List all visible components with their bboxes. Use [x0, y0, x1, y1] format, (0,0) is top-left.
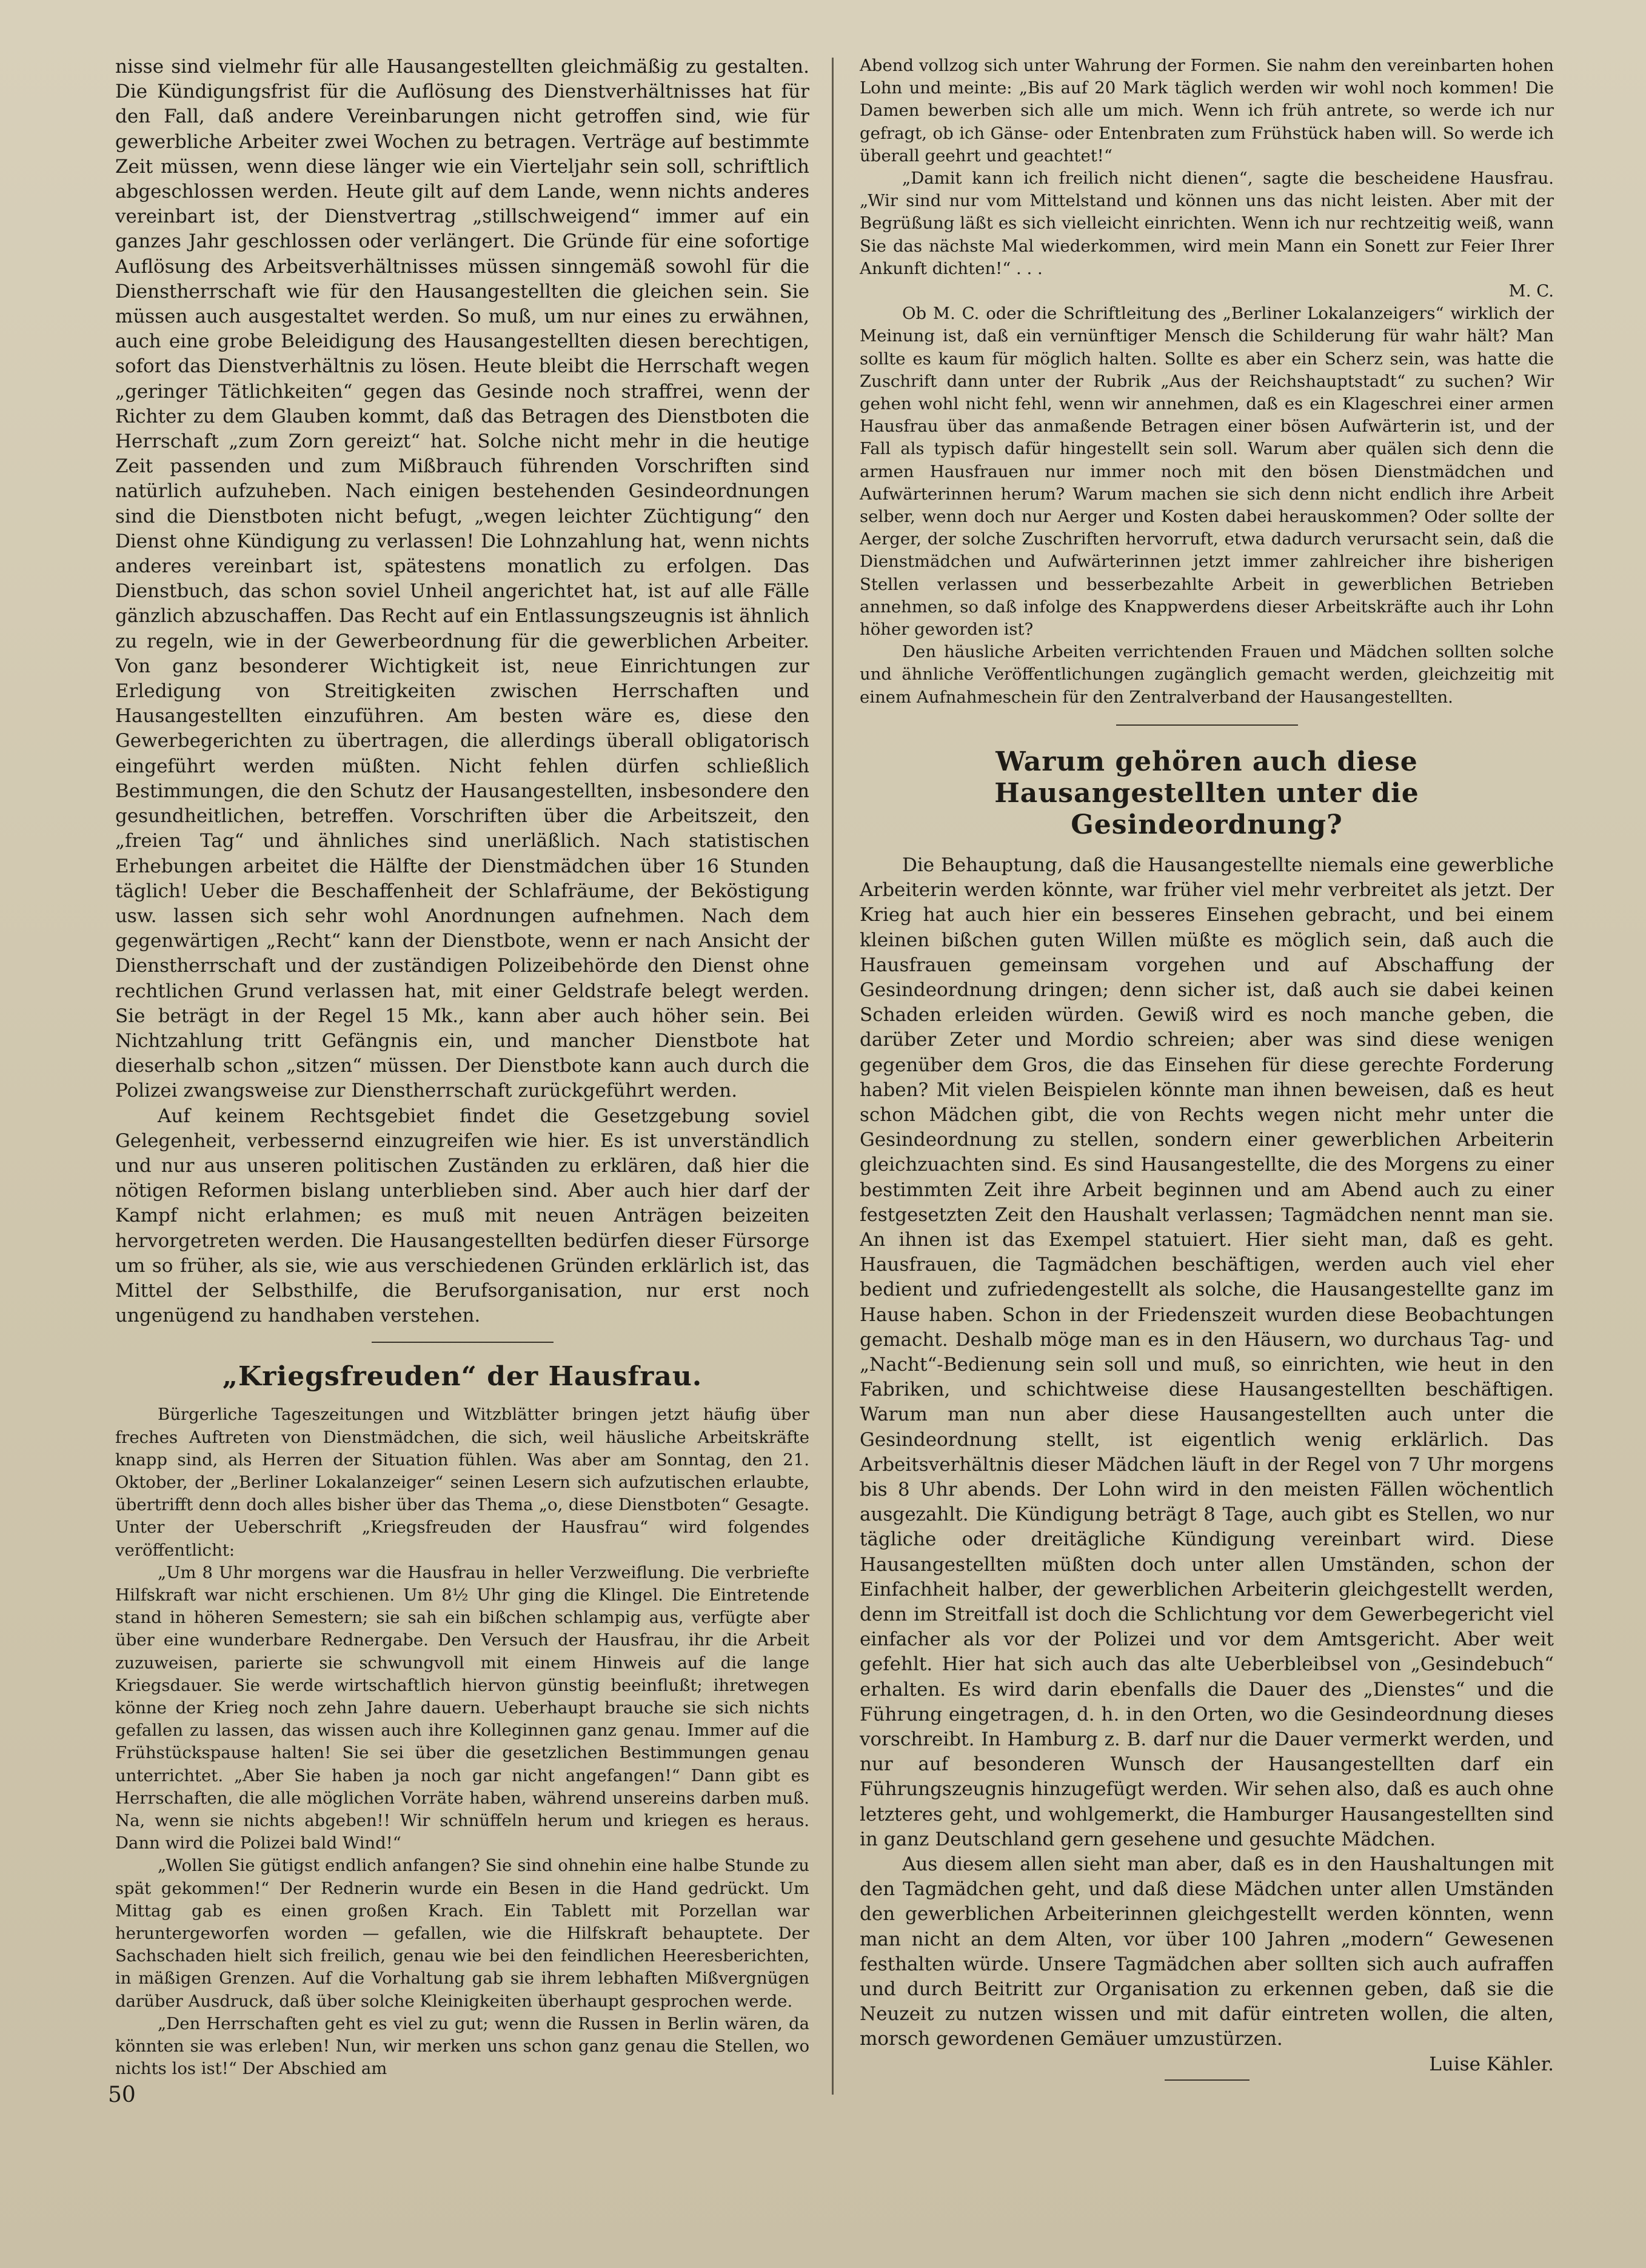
section-divider [372, 1342, 554, 1343]
column-divider [832, 58, 834, 2095]
paragraph-tagmaedchen-1: Die Behauptung, daß die Hausangestellte niemals eine gewerbliche Arbeiterin werden könnte, war früher viel mehr verbreitet als jetzt. Der Krieg hat auch hier ein besseres Einsehen gebracht, und bei einem kleinen bißchen guten Willen müßte es möglich sein, daß auch die Hausfrauen gemeinsam vorgehen und auf Abschaffung der Gesindeordnung dringen; denn sicher ist, daß auch sie dabei keinen Schaden erleiden würden. Gewiß wird es noch manche geben, die darüber Zeter und Mordio schreien; aber was sind diese wenigen gegenüber dem Gros, die das Einsehen für diese gerechte Forderung haben? Mit vielen Beispielen könnte man ihnen beweisen, daß es heut schon Mädchen gibt, die von Rechts wegen nicht mehr unter die Gesindeordnung zu stellen, sondern einer gewerblichen Arbeiterin gleichzuachten sind. Es sind Hausangestellte, die des Morgens zu einer bestimmten Zeit ihre Arbeit beginnen und am Abend auch zu einer festgesetzten Zeit den Haushalt verlassen; Tagmädchen nennt man sie. An ihnen ist das Exempel statuiert. Hier sieht man, daß es geht. Hausfrauen, die Tagmädchen beschäftigen, werden auch viel eher bedient und zufriedengestellt als solche, die Hausangestellte ganz im Hause haben. Schon in der Friedenszeit wurden diese Beobachtungen gemacht. Deshalb möge man es in den Häusern, wo durchaus Tag- und „Nacht“-Bedienung sein soll und muß, so einrichten, wie heut in den Fabriken, und schichtweise diese Hausangestellten beschäftigen. Warum man nun aber diese Hausangestellten auch unter die Gesindeordnung stellt, ist eigentlich wenig erklärlich. Das Arbeitsverhältnis dieser Mädchen läuft in der Regel von 7 Uhr morgens bis 8 Uhr abends. Der Lohn wird in den meisten Fällen wöchentlich ausgezahlt. Die Kündigung beträgt 8 Tage, auch gibt es Stellen, wo nur tägliche oder dreitägliche Kündigung vereinbart wird. Diese Hausangestellten müßten doch unter allen Umständen, schon der Einfachheit halber, der gewerblichen Arbeiterin gleichgestellt werden, denn im Streitfall ist doch die Schlichtung vor dem Gewerbegericht viel einfacher als vor der Polizei und vor dem Amtsgericht. Aber weit gefehlt. Hier hat sich auch das alte Ueberbleibsel von „Gesindebuch“ erhalten. Es wird darin ebenfalls die Dauer des „Dienstes“ und die Führung eingetragen, d. h. in den Orten, wo die Gesindeordnung dieses vorschreibt. In Hamburg z. B. darf nur die Dauer vermerkt werden, und nur auf besonderen Wunsch der Hausangestellten darf ein Führungszeugnis hinzugefügt werden. Wir sehen also, daß es auch ohne letzteres geht, und wohlgemerkt, die Hamburger Hausangestellten sind in ganz Deutschland gern gesehene und gesuchte Mädchen. [860, 854, 1554, 1850]
paragraph-lokalanzeiger-kritik: Ob M. C. oder die Schriftleitung des „Berliner Lokalanzeigers“ wirklich der Meinung ist, daß ein vernünftiger Mensch die Schilderung für wahr hält? Man sollte es kaum für möglich halten. Sollte es aber ein Scherz sein, was hatte die Zuschrift dann unter der Rubrik „Aus der Reichshauptstadt“ zu suchen? Wir gehen wohl nicht fehl, wenn wir annehmen, daß es ein Klageschrei einer armen Hausfrau über das anmaßende Betragen einer bösen Aufwärterin ist, und der Fall als typisch dafür hingestellt sein soll. Warum aber quälen sich denn die armen Hausfrauen nur immer noch mit den bösen Dienstmädchen und Aufwärterinnen herum? Warum machen sie sich denn nicht endlich ihre Arbeit selber, wenn doch nur Aerger und Kosten dabei herauskommen? Oder sollte der Aerger, der solche Zuschriften hervorruft, etwa dadurch verursacht sein, daß die Dienstmädchen und Aufwärterinnen jetzt immer zahlreicher ihre bisherigen Stellen verlassen und besserbezahlte Arbeit in gewerblichen Betrieben annehmen, so daß infolge des Knappwerdens dieser Arbeitskräfte auch ihr Lohn höher geworden ist? [860, 304, 1554, 640]
page-number: 50 [108, 2082, 136, 2107]
heading-tagmaedchen: Warum gehören auch diese Hausangestellten unter die Gesindeordnung? [994, 746, 1419, 840]
paragraph-aufnahmeschein: Den häusliche Arbeiten verrichtenden Frauen und Mädchen sollten solche und ähnliche Veröffentlichungen zugänglich gemacht werden, gleichzeitig mit einem Aufnahmeschein für den Zentralverband der Hausangestellten. [860, 642, 1554, 707]
paragraph-gesetzgebung: Auf keinem Rechtsgebiet findet die Gesetzgebung soviel Gelegenheit, verbessernd einzugreifen wie hier. Es ist unverständlich und nur aus unseren politischen Zuständen zu erklären, daß hier die nötigen Reformen bislang unterblieben sind. Aber auch hier darf der Kampf nicht erlahmen; es muß mit neuen Anträgen beizeiten hervorgetreten werden. Die Hausangestellten bedürfen dieser Fürsorge um so früher, als sie, wie aus verschiedenen Gründen erklärlich ist, das Mittel der Selbsthilfe, die Berufsorganisation, nur erst noch ungenügend zu handhaben verstehen. [115, 1105, 809, 1327]
paragraph-abschied: Abend vollzog sich unter Wahrung der Formen. Sie nahm den vereinbarten hohen Lohn und meinte: „Bis auf 20 Mark täglich werden wir wohl noch kommen! Die Damen bewerben sich alle um mich. Wenn ich früh antrete, so werde ich nur gefragt, ob ich Gänse- oder Entenbraten zum Frühstück haben will. So werde ich überall geehrt und geachtet!“ [860, 56, 1554, 166]
paragraph-hausfrau-antwort: „Damit kann ich freilich nicht dienen“, sagte die bescheidene Hausfrau. „Wir sind nur vom Mittelstand und können uns das nicht leisten. Aber mit der Begrüßung läßt es sich vielleicht einrichten. Wenn ich nur rechtzeitig weiß, wann Sie das nächste Mal wiederkommen, wird mein Mann ein Sonett zur Feier Ihrer Ankunft dichten!“ . . . [860, 169, 1554, 278]
heading-kriegsfreuden: „Kriegsfreuden“ der Hausfrau. [222, 1361, 703, 1393]
left-column [115, 55, 809, 2080]
signature-mc: M. C. [1508, 281, 1554, 301]
paragraph-gesindeordnung-reform: nisse sind vielmehr für alle Hausangestellten gleichmäßig zu gestalten. Die Kündigungsfrist für die Auflösung des Dienstverhältnisses hat für den Fall, daß andere Vereinbarungen nicht getroffen sind, wie für gewerbliche Arbeiter zwei Wochen zu betragen. Verträge auf bestimmte Zeit müssen, wenn diese länger wie ein Vierteljahr sein soll, schriftlich abgeschlossen werden. Heute gilt auf dem Lande, wenn nichts anderes vereinbart ist, der Dienstvertrag „stillschweigend“ immer auf ein ganzes Jahr geschlossen oder verlängert. Die Gründe für eine sofortige Auflösung des Arbeitsverhältnisses müssen sinngemäß sowohl für die Dienstherrschaft wie für den Hausangestellten die gleichen sein. Sie müssen auch ausgestaltet werden. So muß, um nur eines zu erwähnen, auch eine grobe Beleidigung des Hausangestellten diesen berechtigen, sofort das Dienstverhältnis zu lösen. Heute bleibt die Herrschaft wegen „geringer Tätlichkeiten“ gegen das Gesinde noch straffrei, wenn der Richter zu dem Glauben kommt, daß das Betragen des Dienstboten die Herrschaft „zum Zorn gereizt“ hat. Solche nicht mehr in die heutige Zeit passenden und zum Mißbrauch führenden Vorschriften sind natürlich aufzuheben. Nach einigen bestehenden Gesindeordnungen sind die Dienstboten nicht befugt, „wegen leichter Züchtigung“ den Dienst ohne Kündigung zu verlassen! Die Lohnzahlung hat, wenn nichts anderes vereinbart ist, spätestens monatlich zu erfolgen. Das Dienstbuch, das schon soviel Unheil angerichtet hat, ist auf alle Fälle gänzlich abzuschaffen. Das Recht auf ein Entlassungszeugnis ist ähnlich zu regeln, wie in der Gewerbeordnung für die gewerblichen Arbeiter. Von ganz besonderer Wichtigkeit ist, neue Einrichtungen zur Erledigung von Streitigkeiten zwischen Herrschaften und Hausangestellten einzuführen. Am besten wäre es, diese den Gewerbegerichten zu übertragen, die allerdings überall obligatorisch eingeführt werden müßten. Nicht fehlen dürfen schließlich Bestimmungen, die den Schutz der Hausangestellten, insbesondere den gesundheitlichen, betreffen. Vorschriften über die Arbeitszeit, den „freien Tag“ und ähnliches sind unerläßlich. Nach statistischen Erhebungen arbeitet die Hälfte der Dienstmädchen über 16 Stunden täglich! Ueber die Beschaffenheit der Schlafräume, der Beköstigung usw. lassen sich sehr wohl Anordnungen aufnehmen. Nach dem gegenwärtigen „Recht“ kann der Dienstbote, wenn er nach Ansicht der Dienstherrschaft und der zuständigen Polizeibehörde den Dienst ohne rechtlichen Grund verlassen hat, mit einer Geldstrafe belegt werden. Sie beträgt in der Regel 15 Mk., kann aber auch höher sein. Bei Nichtzahlung tritt Gefängnis ein, und mancher Dienstbote hat dieserhalb schon „sitzen“ müssen. Der Dienstbote kann auch durch die Polizei zwangsweise zur Dienstherrschaft zurückgeführt werden. [115, 56, 809, 1102]
paragraph-kriegsfreuden-quote-1: „Um 8 Uhr morgens war die Hausfrau in heller Verzweiflung. Die verbriefte Hilfskraft war nicht erschienen. Um 8½ Uhr ging die Klingel. Die Eintretende stand in höheren Semestern; sie sah ein bißchen schlampig aus, verfügte aber über eine wunderbare Rednergabe. Den Versuch der Hausfrau, ihr die Arbeit zuzuweisen, parierte sie schwungvoll mit einem Hinweis auf die lange Kriegsdauer. Sie werde wirtschaftlich hiervon günstig beeinflußt; ihretwegen könne der Krieg noch zehn Jahre dauern. Ueberhaupt brauche sie sich nichts gefallen zu lassen, das wissen auch ihre Kolleginnen ganz genau. Immer auf die Frühstückspause halten! Sie sei über die gesetzlichen Bestimmungen genau unterrichtet. „Aber Sie haben ja noch gar nicht angefangen!“ Dann gibt es Herrschaften, die alle möglichen Vorräte haben, während unsereins darben muß. Na, wenn sie nichts abgeben!! Wir schnüffeln herum und kriegen es heraus. Dann wird die Polizei bald Wind!“ [115, 1562, 809, 1853]
signature-luise-kaehler: Luise Kähler. [1429, 2053, 1554, 2075]
paragraph-kriegsfreuden-quote-2: „Wollen Sie gütigst endlich anfangen? Sie sind ohnehin eine halbe Stunde zu spät gekommen!“ Der Rednerin wurde ein Besen in die Hand gedrückt. Um Mittag gab es einen großen Krach. Ein Tablett mit Porzellan war heruntergeworfen worden — gefallen, wie die Hilfskraft behauptete. Der Sachschaden hielt sich freilich, genau wie bei den feindlichen Heeresberichten, in mäßigen Grenzen. Auf die Vorhaltung gab sie ihrem lebhaften Mißvergnügen darüber Ausdruck, daß über solche Kleinigkeiten überhaupt gesprochen werde. [115, 1856, 809, 2011]
paragraph-kriegsfreuden-quote-3: „Den Herrschaften geht es viel zu gut; wenn die Russen in Berlin wären, da könnten sie was erleben! Nun, wir merken uns schon ganz genau die Stellen, wo nichts los ist!“ Der Abschied am [115, 2013, 809, 2079]
paragraph-kriegsfreuden-intro: Bürgerliche Tageszeitungen und Witzblätter bringen jetzt häufig über freches Auftreten von Dienstmädchen, die sich, weil häusliche Arbeitskräfte knapp sind, als Herren der Situation fühlen. Was aber am Sonntag, den 21. Oktober, der „Berliner Lokalanzeiger“ seinen Lesern sich aufzutischen erlaubte, übertrifft denn doch alles bisher über das Thema „o, diese Dienstboten“ Gesagte. Unter der Ueberschrift „Kriegsfreuden der Hausfrau“ wird folgendes veröffentlicht: [115, 1405, 809, 1560]
end-rule [1165, 2079, 1250, 2081]
section-divider [1116, 724, 1298, 726]
paragraph-tagmaedchen-2: Aus diesem allen sieht man aber, daß es in den Haushaltungen mit den Tagmädchen geht, und daß diese Mädchen unter allen Umständen den gewerblichen Arbeiterinnen gleichgestellt werden könnten, wenn man nicht an dem Alten, vor über 100 Jahren „modern“ Gewesenen festhalten würde. Unsere Tagmädchen aber sollten sich auch aufraffen und durch Beitritt zur Organisation zu erkennen geben, daß sie die Neuzeit zu nutzen wissen und mit dafür eintreten wollen, die alten, morsch gewordenen Gemäuer umzustürzen. [860, 1853, 1554, 2050]
right-column [860, 55, 1554, 2081]
